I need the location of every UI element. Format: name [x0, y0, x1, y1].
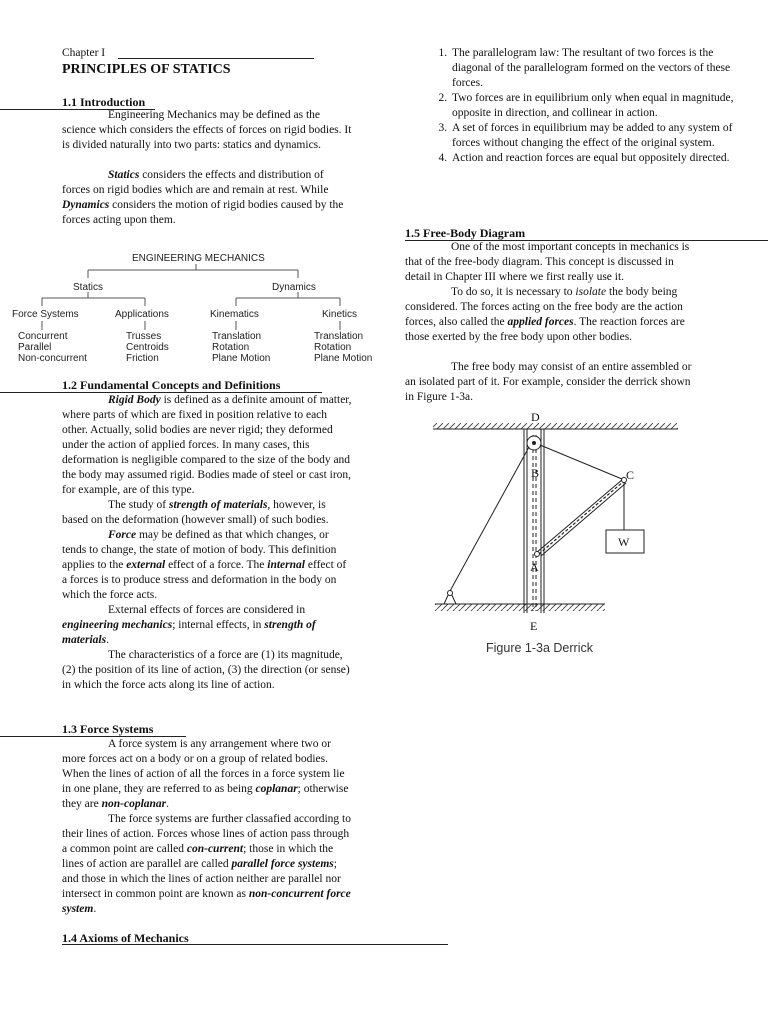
mast: [524, 429, 544, 613]
label-b: B: [531, 466, 540, 480]
label-a: A: [530, 560, 539, 574]
section-1-4-heading: 1.4 Axioms of Mechanics: [62, 931, 189, 945]
tree-leaf: Concurrent: [18, 331, 68, 342]
tree-leaf: Translation: [314, 331, 364, 342]
tree-app-list: [126, 331, 169, 364]
label-e: E: [530, 619, 538, 633]
tree-kinetics: Kinetics: [322, 309, 358, 320]
tree-leaf: Plane Motion: [212, 353, 271, 364]
rigid-body-paragraph: Rigid Body is defined as a definite amount of matter, where parts of which are fixed in position relative to each other. Actually, solid bodies are never rigid; they deformed under the action of applied forces. In many cases, this deformation is negligible compared to the size of the body and the body may assumed rigid. Bodies made of steel or cast iron, for example, are of this type.: [62, 394, 352, 496]
tree-leaf: Plane Motion: [314, 353, 373, 364]
strength-paragraph: The study of strength of materials, however, is based on the deformation (however small) of such bodies.: [62, 499, 329, 526]
fbd-paragraph-1: One of the most important concepts in mechanics is that of the free-body diagram. This concept is discussed in detail in Chapter III where we first really use it.: [405, 241, 690, 283]
external-effects-paragraph: External effects of forces are considered in engineering mechanics; internal effects, in strength of materials.: [62, 604, 316, 646]
tree-leaf: Rotation: [314, 342, 352, 353]
tree-force-systems: Force Systems: [12, 309, 79, 320]
floor-hatch: [435, 604, 605, 611]
cable-bc: [540, 445, 622, 479]
label-d: D: [531, 410, 540, 424]
section-1-4-rule: [62, 944, 448, 945]
section-1-1-heading: 1.1 Introduction: [62, 95, 146, 109]
axiom-item: 3. A set of forces in equilibrium may be added to any system of forces without changing the effect of the original system.: [450, 121, 750, 151]
intro-paragraph: Engineering Mechanics may be defined as the science which considers the effects of forces on rigid bodies. It is divided naturally into two parts: statics and dynamics.: [62, 109, 352, 151]
classification-paragraph: The force systems are further classafied according to their lines of action. Forces whose lines of action pass through a common point are called con-current; those in which the lines of action are parallel are called parallel force systems; and those in which the lines of action neither are parallel nor intersect in common point are known as non-concurrent force system.: [62, 813, 351, 915]
tree-leaf: Centroids: [126, 342, 169, 353]
axioms-list: [405, 46, 750, 166]
axiom-item: 1. The parallelogram law: The resultant of two forces is the diagonal of the parallelogram formed on the vectors of these forces.: [450, 46, 750, 91]
section-1-3-heading: 1.3 Force Systems: [62, 722, 154, 736]
tree-leaf: Friction: [126, 353, 159, 364]
force-characteristics-paragraph: The characteristics of a force are (1) its magnitude, (2) the position of its line of action, (3) the direction (or sense) in which the force acts along its line of action.: [62, 649, 350, 691]
axiom-item: 4. Action and reaction forces are equal but oppositely directed.: [450, 151, 750, 166]
derrick-figure: [425, 405, 680, 635]
page-title: PRINCIPLES OF STATICS: [62, 62, 231, 77]
tree-kinematics: Kinematics: [210, 309, 259, 320]
fbd-paragraph-2: To do so, it is necessary to isolate the body being considered. The forces acting on the free body are the action forces, also called the applied forces. The reaction forces are those exerted by the free body upon other bodies.: [405, 286, 685, 343]
tree-applications: Applications: [115, 309, 169, 320]
section-1-2-heading: 1.2 Fundamental Concepts and Definitions: [62, 378, 281, 392]
tree-kinem-list: [212, 331, 270, 364]
tree-leaf: Translation: [212, 331, 262, 342]
tree-leaf: Parallel: [18, 342, 52, 353]
tree-statics: Statics: [73, 282, 104, 293]
label-w: W: [618, 535, 630, 549]
force-system-paragraph: A force system is any arrangement where two or more forces act on a body or on a group of related bodies. When the lines of action of all the forces in a force system lie in one plane, they are referred to as being coplanar; otherwise they are non-coplanar.: [62, 738, 349, 810]
axiom-item: 2. Two forces are in equilibrium only when equal in magnitude, opposite in direction, and collinear in action.: [450, 91, 750, 121]
tree-fs-list: [18, 331, 87, 364]
guy-wire: [450, 447, 529, 591]
tree-leaf: Trusses: [126, 331, 162, 342]
force-paragraph: Force may be defined as that which changes, or tends to change, the state of motion of body. This definition applies to the external effect of a force. The internal effect of a forces is to produce stress and deformation in the body on which the force acts.: [62, 529, 347, 601]
tree-leaf: Non-concurrent: [18, 353, 87, 364]
section-1-5-heading: 1.5 Free-Body Diagram: [405, 226, 526, 240]
tree-root: ENGINEERING MECHANICS: [132, 253, 265, 264]
ceiling-hatch: [433, 423, 678, 429]
chapter-label: Chapter I: [62, 47, 106, 59]
tree-dynamics: Dynamics: [272, 282, 316, 293]
statics-dynamics-paragraph: Statics considers the effects and distribution of forces on rigid bodies which are and remain at rest. While Dynamics considers the motion of rigid bodies caused by the forces acting upon them.: [62, 169, 344, 226]
chapter-rule: [118, 58, 314, 59]
figure-caption: Figure 1-3a Derrick: [486, 641, 593, 655]
tree-leaf: Rotation: [212, 342, 250, 353]
fbd-paragraph-3: The free body may consist of an entire assembled or an isolated part of it. For example, consider the derrick shown in Figure 1-3a.: [405, 361, 692, 403]
label-c: C: [626, 468, 635, 482]
tree-kinet-list: [314, 331, 372, 364]
